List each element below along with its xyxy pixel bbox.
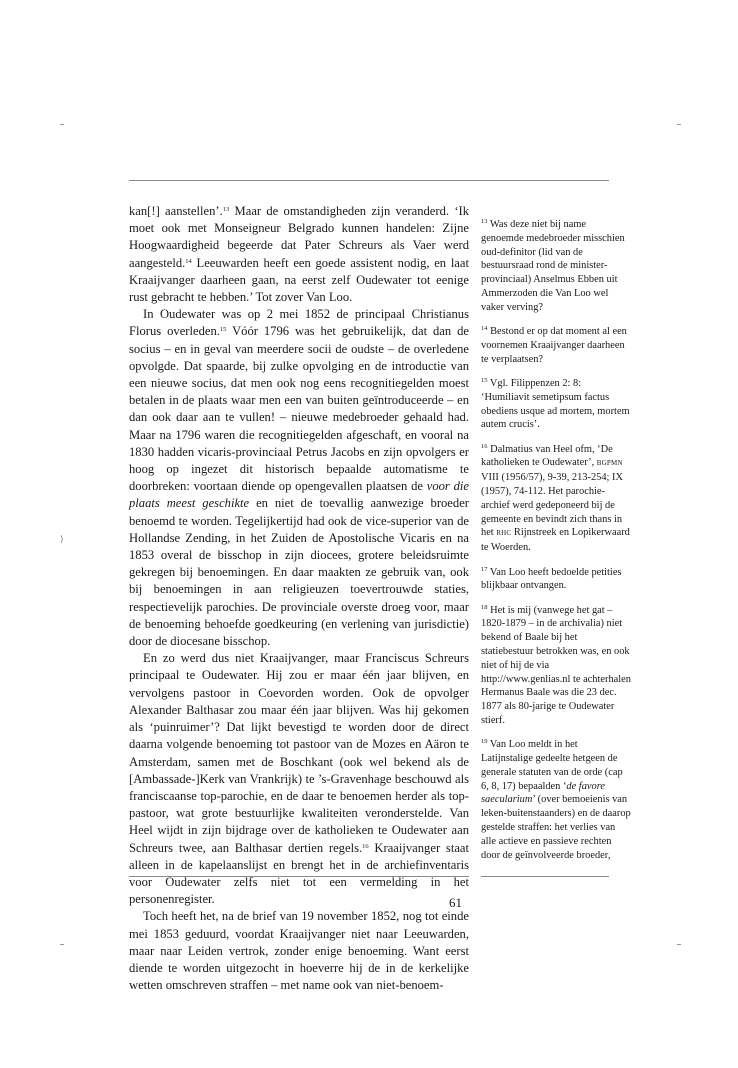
footnote: [481, 218, 631, 315]
italic-text: voor die plaats meest geschikte: [129, 479, 469, 511]
small-caps-text: bgpmn: [596, 458, 623, 469]
footnote-ref: 13: [222, 206, 230, 213]
crop-mark: [677, 944, 681, 945]
page-number: 61: [449, 895, 462, 910]
footnote: [481, 604, 631, 728]
small-caps-text: rhc: [496, 528, 512, 539]
margin-mark: ⟩: [60, 534, 64, 544]
footnote: [481, 566, 631, 594]
text-run: Kraaijvanger staat alleen in de kapelaanslijst en brengt het in de archiefinventaris voor Oudewater zelfs niet tot een vermelding in het personenregister.: [129, 840, 469, 907]
footnote-ref: 16: [481, 442, 488, 450]
footnote-ref: 13: [481, 218, 488, 225]
paragraph: [129, 203, 469, 306]
text-run: en niet de toevallig aanwezige broeder benoemd te worden. Tegelijkertijd had ook de vice-superior van de Hollandse Zending, in het Zuiden de Apostolische Vicaris en na 1853 overal de bisschop in zijn diocees, grotere beleidsruimte gekregen bij benoemingen. En daar maakten ze gebruik van, ook bij benoemingen in aan religieuzen toevertrouwde staties, respectievelijk parochies. De provinciale overste droeg voor, maar de benoeming behoefde goedkeuring (en verlening van jurisdictie) door de diocesane bisschop.: [129, 496, 469, 649]
main-text-column: [129, 203, 469, 994]
text-run: VIII (1956/57), 9-39, 213-254; IX (1957), 74-112. Het parochie-archief werd gedeponeerd bij de gemeente en bevindt zich thans in het: [481, 472, 623, 539]
text-run: Van Loo heeft bedoelde petities blijkbaar ontvangen.: [481, 566, 622, 592]
text-run: kan[!] aanstellen’.: [129, 204, 223, 218]
crop-mark: [677, 124, 681, 125]
text-run: Maar de omstandigheden zijn veranderd. ‘Ik moet ook met Monseigneur Belgrado kunnen handelen: Zijne Hoogwaardigheid begeerde dat Pater Schreurs als Vaer werd aangesteld.: [129, 204, 470, 270]
footnote: [481, 325, 631, 366]
header-rule: [129, 180, 609, 181]
text-run: ’ (over bemoeienis van leken-buitenstaanders) en de daarop gestelde straffen: het verlies van alle actieve en passieve rechten door de geïnvolveerde broeder,: [481, 794, 631, 861]
text-run: Vóór 1796 was het gebruikelijk, dat dan de socius – en in geval van meerdere socii de oudste – de overledene opvolgde. Dat spaarde, bij zulke opvolging en de introductie van een nieuwe socius, dat men ook nog eens recognitiegelden moest betalen in de plaats waar men een van buiten geïntroduceerde – en dan ook daar aan te vullen! – nieuwe medebroeder gehaald had. Maar na 1796 waren die recognitiegelden afgeschaft, en vooral na 1830 hadden vicaris-provinciaal Petrus Jacobs en zijn opvolgers er hoog op ingezet dit historisch bepaalde automatisme te doorbreken: voortaan diende op opengevallen plaatsen de: [129, 324, 469, 494]
paragraph: [129, 908, 469, 994]
footnote: [481, 377, 631, 432]
footnote-column: [481, 218, 631, 873]
text-run: Dalmatius van Heel ofm, ‘De katholieken te Oudewater’,: [481, 443, 613, 469]
footnote-ref: 15: [481, 376, 488, 384]
text-run: Leeuwarden heeft een goede assistent nodig, en laat Kraaijvanger daarheen gaan, na eerst zelf Oudewater tot eenige rust gebracht te hebben.’ Tot zover Van Loo.: [129, 255, 469, 305]
text-run: En zo werd dus niet Kraaijvanger, maar Franciscus Schreurs principaal te Oudewater. Hij zou er maar één jaar blijven, en vervolgens pastoor in Coevorden worden. Ook de opvolger Alexander Balthasar zou maar één jaar blijven. Was hij gekomen als ‘puinruimer’? Dat lijkt bevestigd te worden door de direct daarna volgende benoeming tot pastoor van de Mozes en Aäron te Amsterdam, samen met de Boschkant (ook wel bekend als de [Ambassade-]Kerk van Vrankrijk) te ’s-Gravenhage beschouwd als franciscaanse top-parochie, en de daar te benoemen herder als top-pastoor, wat grote bestuurlijke kwaliteiten veronderstelde. Van Heel wijdt in zijn bijdrage over de katholieken te Oudewater aan Schreurs twee, aan Balthasar dertien regels.: [129, 651, 469, 855]
footnote: [481, 738, 631, 862]
text-run: Vgl. Filippenzen 2: 8: ‘Humiliavit semetipsum factus obediens usque ad mortem, mortem autem crucis’.: [481, 377, 630, 431]
footnote: [481, 443, 631, 555]
text-run: Van Loo meldt in het Latijnstalige gedeelte hetgeen de generale statuten van de orde (cap 6, 8, 17) bepaalden ‘: [481, 739, 623, 792]
text-run: Was deze niet bij name genoemde medebroeder misschien oud-definitor (lid van de bestuursraad rond de minister-provinciaal) Anselmus Ebben uit Ammerzoden die Van Loo wel vaker verving?: [481, 219, 625, 313]
footnote-ref: 19: [481, 738, 488, 746]
crop-mark: [60, 124, 64, 125]
footnote-ref: 15: [219, 326, 227, 334]
crop-mark: [60, 944, 64, 945]
footnote-ref: 16: [362, 842, 369, 850]
footnote-ref: 18: [481, 603, 488, 611]
footnote-ref: 17: [481, 565, 488, 573]
paragraph: [129, 650, 469, 908]
paragraph: [129, 306, 469, 650]
footnote-ref: 14: [481, 325, 488, 333]
text-run: In Oudewater was op 2 mei 1852 de principaal Christianus Florus overleden.: [129, 307, 469, 339]
italic-text: de favore saecularium: [481, 780, 605, 806]
text-run: Bestond er op dat moment al een voornemen Kraaijvanger daarheen te verplaatsen?: [481, 326, 627, 365]
text-run: Rijnstreek en Lopikerwaard te Woerden.: [481, 527, 630, 554]
text-run: Toch heeft het, na de brief van 19 november 1852, nog tot einde mei 1853 geduurd, voordat Kraaijvanger niet naar Leeuwarden, maar naar Leiden vertrok, zonder enige benoeming. Want eerst diende te worden uitgezocht in hoeverre hij de in de kerkelijke wetten omschreven straffen – met name ook van niet-benoem-: [129, 909, 469, 993]
footnote-ref: 14: [185, 257, 192, 265]
notes-footer-rule: [481, 876, 609, 877]
text-run: Het is mij (vanwege het gat – 1820-1879 – in de archivalia) niet bekend of Baale bij het statiebestuur betrokken was, en ook niet of hij de via http://www.genlias.nl te achterhalen Hermanus Baale was die 23 dec. 1877 als 80-jarige te Oudewater stierf.: [481, 604, 631, 726]
